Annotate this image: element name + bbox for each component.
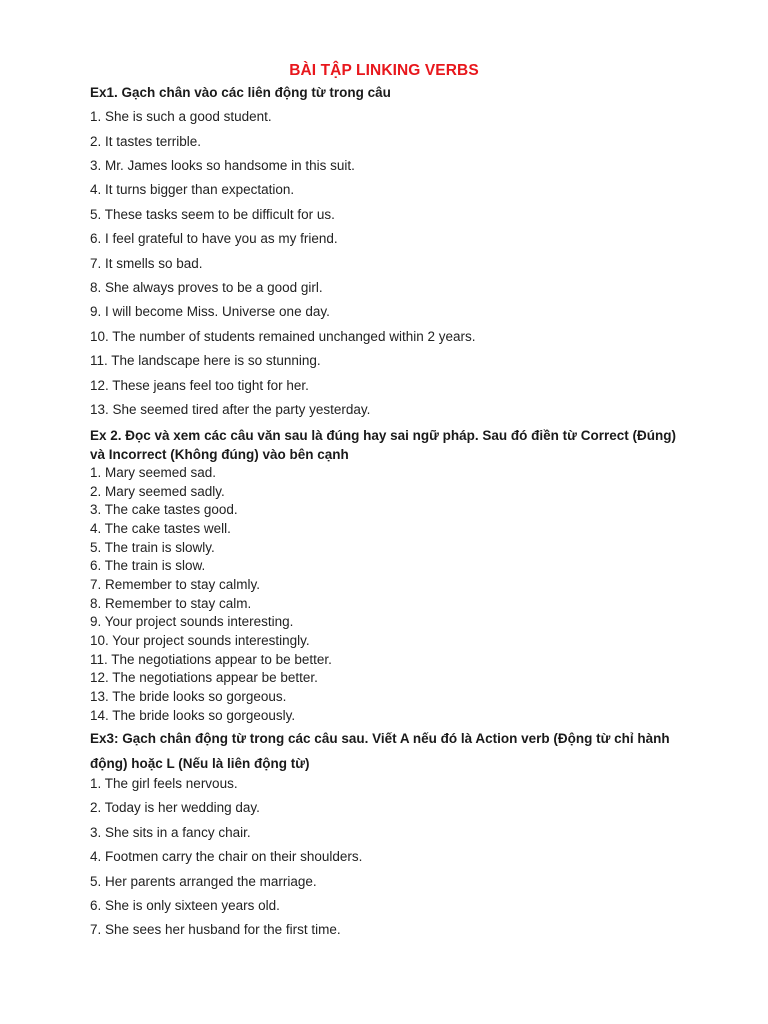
list-item: 13. The bride looks so gorgeous. — [90, 689, 287, 704]
list-item: 11. The negotiations appear to be better. — [90, 652, 332, 667]
list-item: 1. Mary seemed sad. — [90, 465, 217, 480]
list-item: 7. Remember to stay calmly. — [90, 577, 261, 592]
list-item: 6. The train is slow. — [90, 558, 206, 573]
list-item: 12. These jeans feel too tight for her. — [90, 378, 309, 393]
list-item: 14. The bride looks so gorgeously. — [90, 708, 296, 723]
list-item: 3. The cake tastes good. — [90, 502, 238, 517]
list-item: 6. She is only sixteen years old. — [90, 898, 280, 913]
list-item: 6. I feel grateful to have you as my friend. — [90, 231, 338, 246]
list-item: 4. It turns bigger than expectation. — [90, 182, 295, 197]
list-item: 10. The number of students remained unchanged within 2 years. — [90, 329, 476, 344]
list-item: 3. She sits in a fancy chair. — [90, 825, 251, 840]
list-item: 7. It smells so bad. — [90, 256, 203, 271]
list-item: 2. It tastes terrible. — [90, 134, 202, 149]
list-item: 5. Her parents arranged the marriage. — [90, 874, 317, 889]
list-item: 2. Mary seemed sadly. — [90, 484, 225, 499]
list-item: 2. Today is her wedding day. — [90, 800, 260, 815]
list-item: 4. The cake tastes well. — [90, 521, 231, 536]
list-item: 10. Your project sounds interestingly. — [90, 633, 310, 648]
list-item: 8. She always proves to be a good girl. — [90, 280, 323, 295]
list-item: 1. The girl feels nervous. — [90, 776, 238, 791]
list-item: 7. She sees her husband for the first time. — [90, 922, 341, 937]
list-item: 1. She is such a good student. — [90, 109, 272, 124]
ex1-heading: Ex1. Gạch chân vào các liên động từ trong câu — [90, 85, 391, 100]
list-item: 11. The landscape here is so stunning. — [90, 353, 321, 368]
ex2-heading: Ex 2. Đọc và xem các câu văn sau là đúng hay sai ngữ pháp. Sau đó điền từ Correct (Đúng) và Incorrect (Không đúng) vào bên cạnh — [90, 428, 676, 462]
list-item: 3. Mr. James looks so handsome in this suit. — [90, 158, 355, 173]
list-item: 8. Remember to stay calm. — [90, 596, 252, 611]
list-item: 4. Footmen carry the chair on their shoulders. — [90, 849, 363, 864]
list-item: 9. I will become Miss. Universe one day. — [90, 304, 330, 319]
list-item: 9. Your project sounds interesting. — [90, 614, 294, 629]
page-title: BÀI TẬP LINKING VERBS — [289, 62, 479, 79]
list-item: 5. These tasks seem to be difficult for us. — [90, 207, 335, 222]
list-item: 12. The negotiations appear be better. — [90, 670, 318, 685]
ex3-heading: Ex3: Gạch chân động từ trong các câu sau. Viết A nếu đó là Action verb (Động từ chỉ hành động) hoặc L (Nếu là liên động từ) — [90, 731, 670, 771]
list-item: 13. She seemed tired after the party yesterday. — [90, 402, 371, 417]
list-item: 5. The train is slowly. — [90, 540, 215, 555]
